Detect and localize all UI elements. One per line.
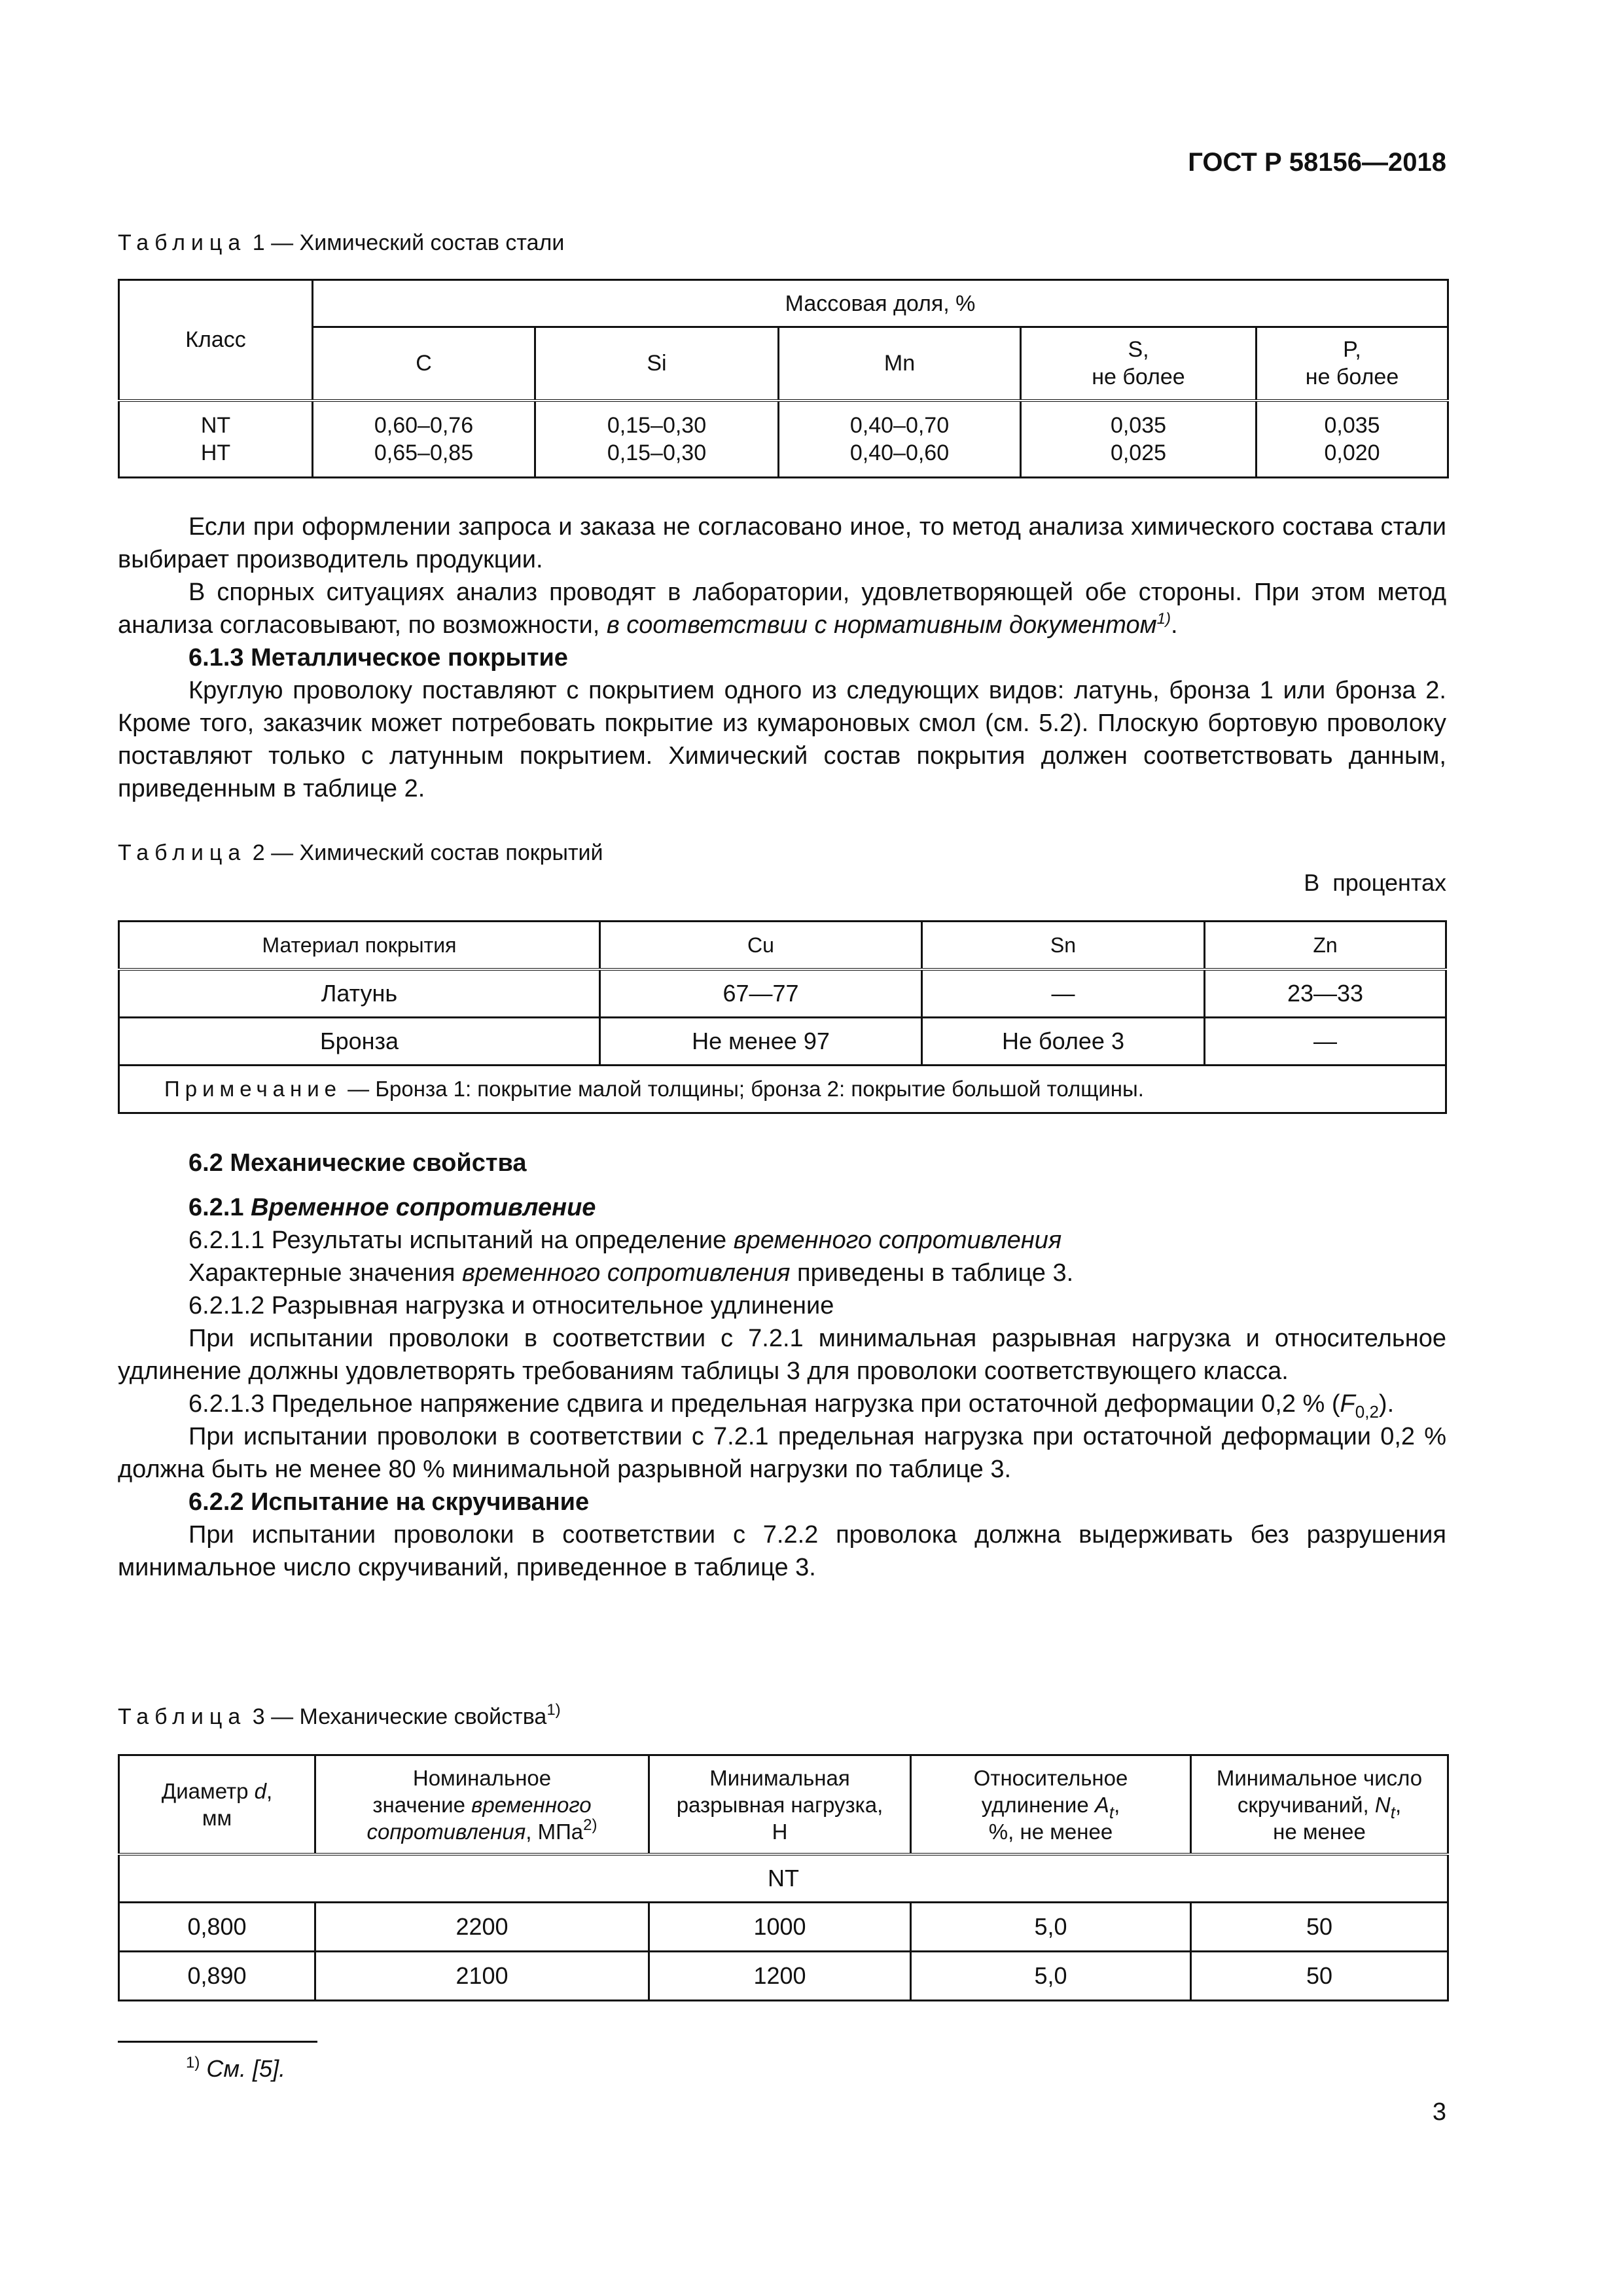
header-min-breaking-load: Минимальная разрывная нагрузка, Н [649, 1755, 911, 1855]
caption-text: 3 — Механические свойства [246, 1704, 547, 1729]
c-values: 0,60–0,76 0,65–0,85 [313, 401, 535, 478]
table-cell: 2200 [315, 1903, 649, 1952]
paragraph: 6.2.1.3 Предельное напряжение сдвига и предельная нагрузка при остаточной деформации 0,2 % $(F_{0,2})$. [188, 1390, 1395, 1422]
section-heading-6-2: 6.2 Механические свойства [188, 1149, 527, 1177]
table-cell: 1200 [649, 1952, 911, 2001]
header-elongation: Относительное удлинение $A_t$, %, не менее [911, 1755, 1191, 1855]
col-c: C [313, 327, 535, 401]
table-cell: Не более 3 [922, 1018, 1205, 1066]
s-values: 0,035 0,025 [1021, 401, 1257, 478]
table-cell: 0,890 [119, 1952, 315, 2001]
table-cell: Латунь [119, 969, 600, 1018]
col-si: Si [535, 327, 779, 401]
section-heading-6-2-2: 6.2.2 Испытание на скручивание [188, 1488, 590, 1516]
col-s: S, не более [1021, 327, 1257, 401]
paragraph: 6.2.1.2 Разрывная нагрузка и относительное удлинение [188, 1292, 834, 1319]
header-material: Материал покрытия [119, 922, 600, 970]
mass-fraction-header: Массовая доля, % [313, 280, 1448, 327]
table2-note: Примечание — Бронза 1: покрытие малой толщины; бронза 2: покрытие большой толщины. [119, 1066, 1446, 1113]
class-values: NT HT [119, 401, 313, 478]
table-cell: — [1205, 1018, 1446, 1066]
text-block-2 [118, 1147, 1446, 1584]
paragraph: 6.2.1.1 Результаты испытаний на определение временного сопротивления [188, 1227, 1062, 1254]
chemical-composition-table [118, 279, 1449, 478]
table1-caption [118, 230, 564, 256]
table-cell: 1000 [649, 1903, 911, 1952]
footnote-divider [118, 2041, 317, 2043]
caption-text: 2 — Химический состав покрытий [246, 840, 603, 865]
class-header: Класс [119, 280, 313, 401]
paragraph: Круглую проволоку поставляют с покрытием одного из следующих видов: латунь, бронза 1 или бронза 2. Кроме того, заказчик может потребовать покрытие из кумароновых смол (см. 5.2). Плоскую бортовую проволоку поставляют только с латунным покрытием. Химический состав покрытия должен соответствовать данным, приведенным в таблице 2. [118, 677, 1446, 802]
table-cell: 5,0 [911, 1952, 1191, 2001]
table-cell: 23—33 [1205, 969, 1446, 1018]
paragraph: При испытании проволоки в соответствии с 7.2.2 проволока должна выдерживать без разрушения минимальное число скручиваний, приведенное в таблице 3. [118, 1521, 1446, 1581]
table-cell: — [922, 969, 1205, 1018]
footnote: $^{1)}$ См. [5]. [186, 2054, 286, 2082]
header-min-twists: Минимальное число скручиваний, $N_t$, не менее [1191, 1755, 1448, 1855]
group-row-nt: NT [119, 1854, 1448, 1903]
header-cu: Cu [600, 922, 922, 970]
document-id: ГОСТ Р 58156—2018 [1188, 148, 1446, 177]
paragraph: При испытании проволоки в соответствии с 7.2.1 минимальная разрывная нагрузка и относительное удлинение должны удовлетворять требованиям таблицы 3 для проволоки соответствующего класса. [118, 1325, 1446, 1385]
table-cell: 2100 [315, 1952, 649, 2001]
page-number: 3 [1432, 2098, 1446, 2126]
table-cell: Бронза [119, 1018, 600, 1066]
paragraph: В спорных ситуациях анализ проводят в лаборатории, удовлетворяющей обе стороны. При этом метод анализа согласовывают, по возможности, в соответствии с нормативным документом$^{1)}$. [118, 579, 1446, 639]
table-cell: 0,800 [119, 1903, 315, 1952]
si-values: 0,15–0,30 0,15–0,30 [535, 401, 779, 478]
section-heading-6-2-1: 6.2.1 Временное сопротивление [188, 1194, 596, 1221]
p-values: 0,035 0,020 [1257, 401, 1448, 478]
text-block-1 [118, 511, 1446, 805]
table2-caption [118, 840, 603, 866]
mn-values: 0,40–0,70 0,40–0,60 [779, 401, 1021, 478]
header-sn: Sn [922, 922, 1205, 970]
paragraph: Характерные значения временного сопротивления приведены в таблице 3. [188, 1259, 1074, 1287]
header-zn: Zn [1205, 922, 1446, 970]
table3-caption: Таблица 3 — Механические свойства$^{1)}$ [118, 1701, 561, 1729]
table-cell: 67—77 [600, 969, 922, 1018]
mechanical-properties-table [118, 1754, 1449, 2001]
caption-prefix: Таблица [118, 840, 247, 865]
caption-text: 1 — Химический состав стали [246, 230, 565, 255]
header-nominal-strength: Номинальное значение временного сопротивления, МПа$^{2)}$ [315, 1755, 649, 1855]
col-p: P, не более [1257, 327, 1448, 401]
table2-units: В процентах [1304, 869, 1446, 896]
caption-prefix: Таблица [118, 1704, 247, 1729]
col-mn: Mn [779, 327, 1021, 401]
caption-prefix: Таблица [118, 230, 247, 255]
paragraph: При испытании проволоки в соответствии с 7.2.1 предельная нагрузка при остаточной деформации 0,2 % должна быть не менее 80 % минимальной разрывной нагрузки по таблице 3. [118, 1423, 1446, 1483]
section-heading-6-1-3: 6.1.3 Металлическое покрытие [188, 644, 568, 672]
table-cell: Не менее 97 [600, 1018, 922, 1066]
table-cell: 50 [1191, 1952, 1448, 2001]
header-diameter: Диаметр d, мм [119, 1755, 315, 1855]
table-cell: 5,0 [911, 1903, 1191, 1952]
table-cell: 50 [1191, 1903, 1448, 1952]
paragraph: Если при оформлении запроса и заказа не согласовано иное, то метод анализа химического состава стали выбирает производитель продукции. [118, 513, 1446, 573]
coating-composition-table [118, 920, 1447, 1114]
